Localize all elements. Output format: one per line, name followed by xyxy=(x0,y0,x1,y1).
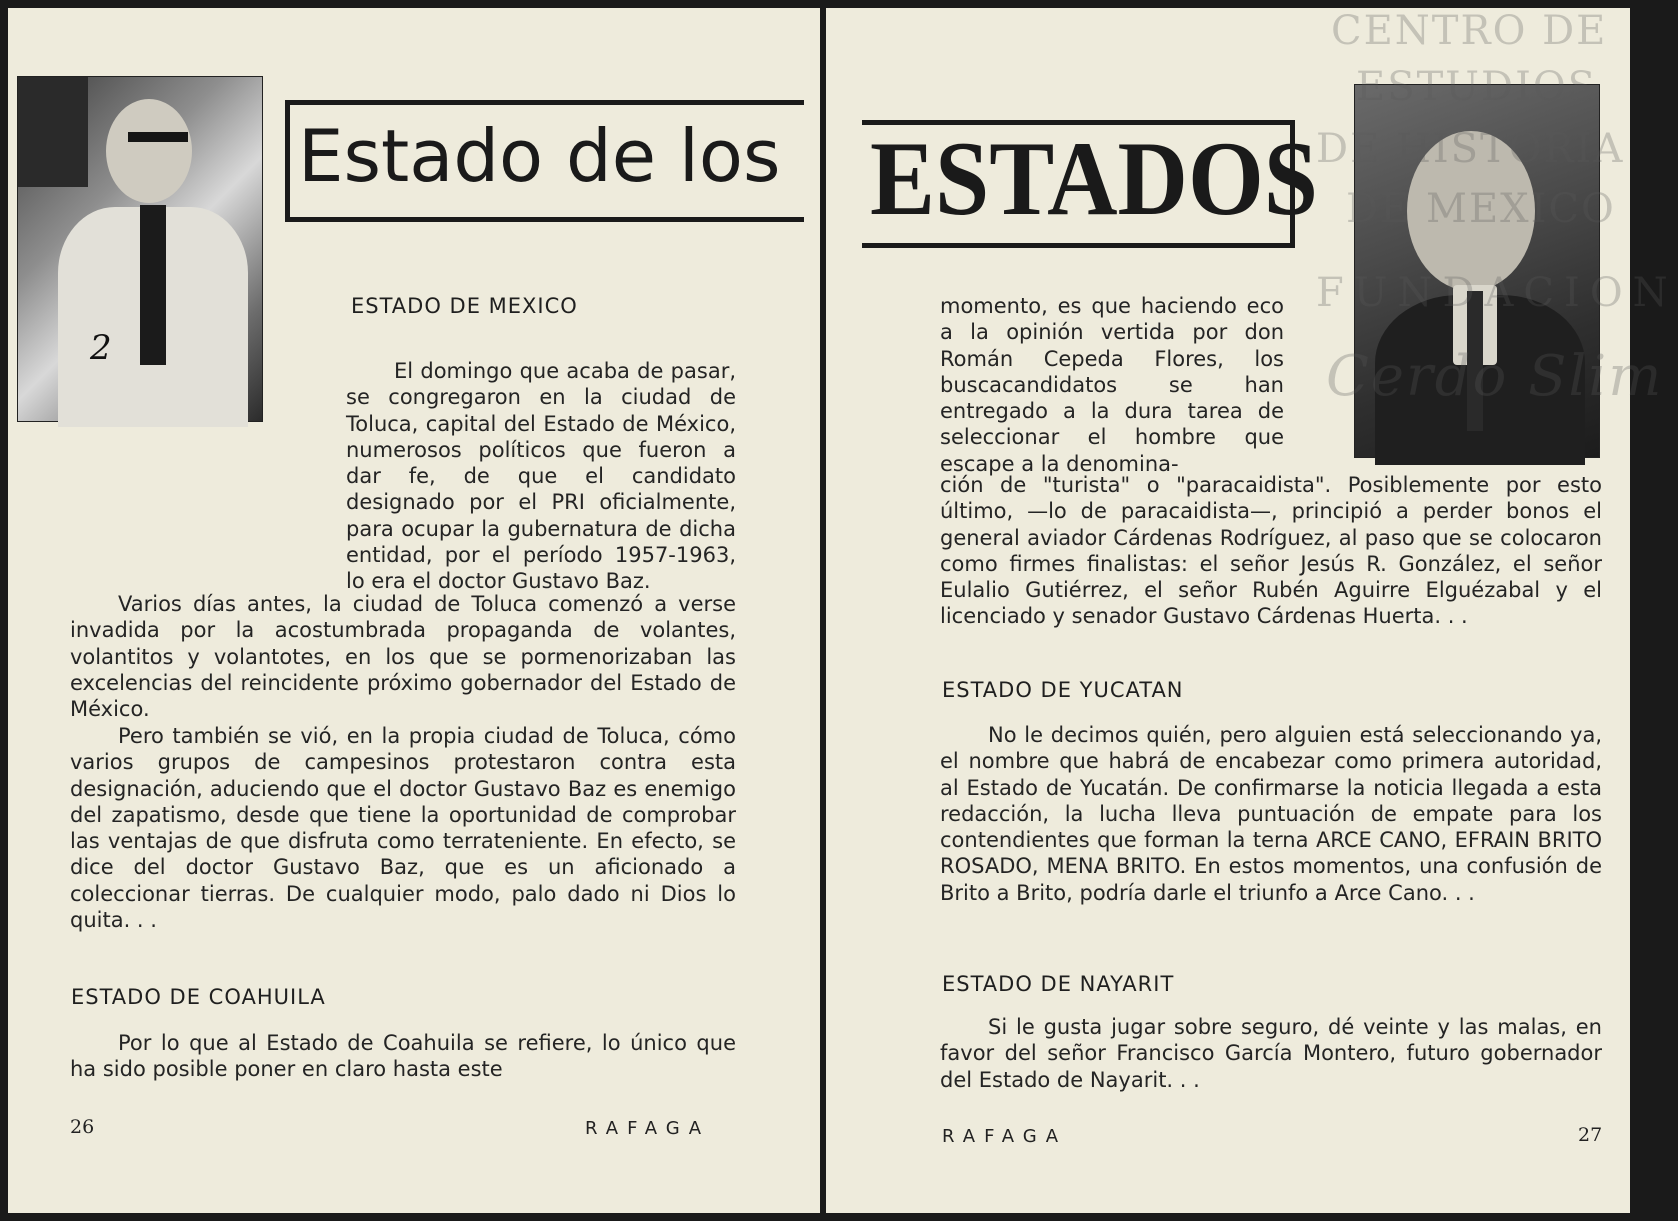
stamp-line: DE HISTORIA xyxy=(1316,126,1625,172)
continuation-narrow: momento, es que haciendo eco a la opinión vertida por don Román Cepeda Flores, los buscacandidatos se han entregado a la dura tarea de seleccionar el hombre que escape a la denomina- xyxy=(940,294,1284,476)
stamp-line: DE MEXICO xyxy=(1346,186,1616,232)
continuation-wide: ción de "turista" o "paracaidista". Posiblemente por esto último, —lo de paracaidista—, principió a perder bonos el general aviador Cárdenas Rodríguez, al paso que se colocaron como firmes finalistas: el señor Jesús R. González, el señor Eulalio Gutiérrez, el señor Rubén Aguirre Elguézabal y el licenciado y senador Gustavo Cárdenas Huerta. . . xyxy=(940,473,1602,629)
handwritten-mark: 2 xyxy=(90,328,112,368)
section-heading: ESTADO DE MEXICO xyxy=(351,294,578,318)
section-heading: ESTADO DE YUCATAN xyxy=(942,678,1184,702)
section-paragraph: Varios días antes, la ciudad de Toluca comenzó a verse invadida por la acostumbrada propaganda de volantes, volantitos y volantotes, en los que se pormenorizaban las excelencias del reincidente próximo gobernador del Estado de México. xyxy=(70,592,736,722)
stamp-line: FUNDACION xyxy=(1316,270,1678,316)
page-number: 26 xyxy=(70,1116,95,1138)
portrait-photo-left xyxy=(17,76,263,422)
section-paragraph: El domingo que acaba de pasar, se congregaron en la ciudad de Toluca, capital del Estado de México, numerosos políticos que fueron a dar fe, de que el candidato designado por el PRI oficialmente, para ocupar la gubernatura de dicha entidad, por el período 1957-1963, lo era el doctor Gustavo Baz. xyxy=(346,359,736,594)
stamp-signature: Cerdo Slim xyxy=(1326,344,1664,409)
section-paragraph: Pero también se vió, en la propia ciudad de Toluca, cómo varios grupos de campesinos protestaron contra esta designación, aduciendo que el doctor Gustavo Baz es enemigo del zapatismo, desde que tiene la oportunidad de comprobar las ventajas de que disfruta como terrateniente. En efecto, se dice del doctor Gustavo Baz, que es un aficionado a coleccionar tierras. De cualquier modo, palo dado ni Dios lo quita. . . xyxy=(70,724,736,933)
stamp-line: CENTRO DE xyxy=(1331,8,1608,54)
section-heading: ESTADO DE NAYARIT xyxy=(942,972,1175,996)
section-paragraph: No le decimos quién, pero alguien está seleccionando ya, el nombre que habrá de encabezar como primera autoridad, al Estado de Yucatán. De confirmarse la noticia llegada a esta redacción, la lucha lleva puntuación de empate para los contendientes que forman la terna ARCE CANO, EFRAIN BRITO ROSADO, MENA BRITO. En estos momentos, una confusión de Brito a Brito, podría darle el triunfo a Arce Cano. . . xyxy=(940,723,1602,905)
running-head: RAFAGA xyxy=(942,1126,1068,1147)
right-page xyxy=(826,8,1678,1213)
running-head: RAFAGA xyxy=(585,1118,711,1139)
left-page xyxy=(8,8,820,1213)
section-heading: ESTADO DE COAHUILA xyxy=(71,985,326,1009)
stamp-line: ESTUDIOS xyxy=(1356,64,1598,110)
section-paragraph: Si le gusta jugar sobre seguro, dé veinte y las malas, en favor del señor Francisco García Montero, futuro gobernador del Estado de Nayarit. . . xyxy=(940,1015,1602,1092)
title-part1: Estado de los xyxy=(298,114,781,198)
section-paragraph: Por lo que al Estado de Coahuila se refiere, lo único que ha sido posible poner en claro hasta este xyxy=(70,1031,736,1082)
title-part2: ESTADOS xyxy=(870,120,1319,237)
page-number: 27 xyxy=(1578,1124,1603,1146)
